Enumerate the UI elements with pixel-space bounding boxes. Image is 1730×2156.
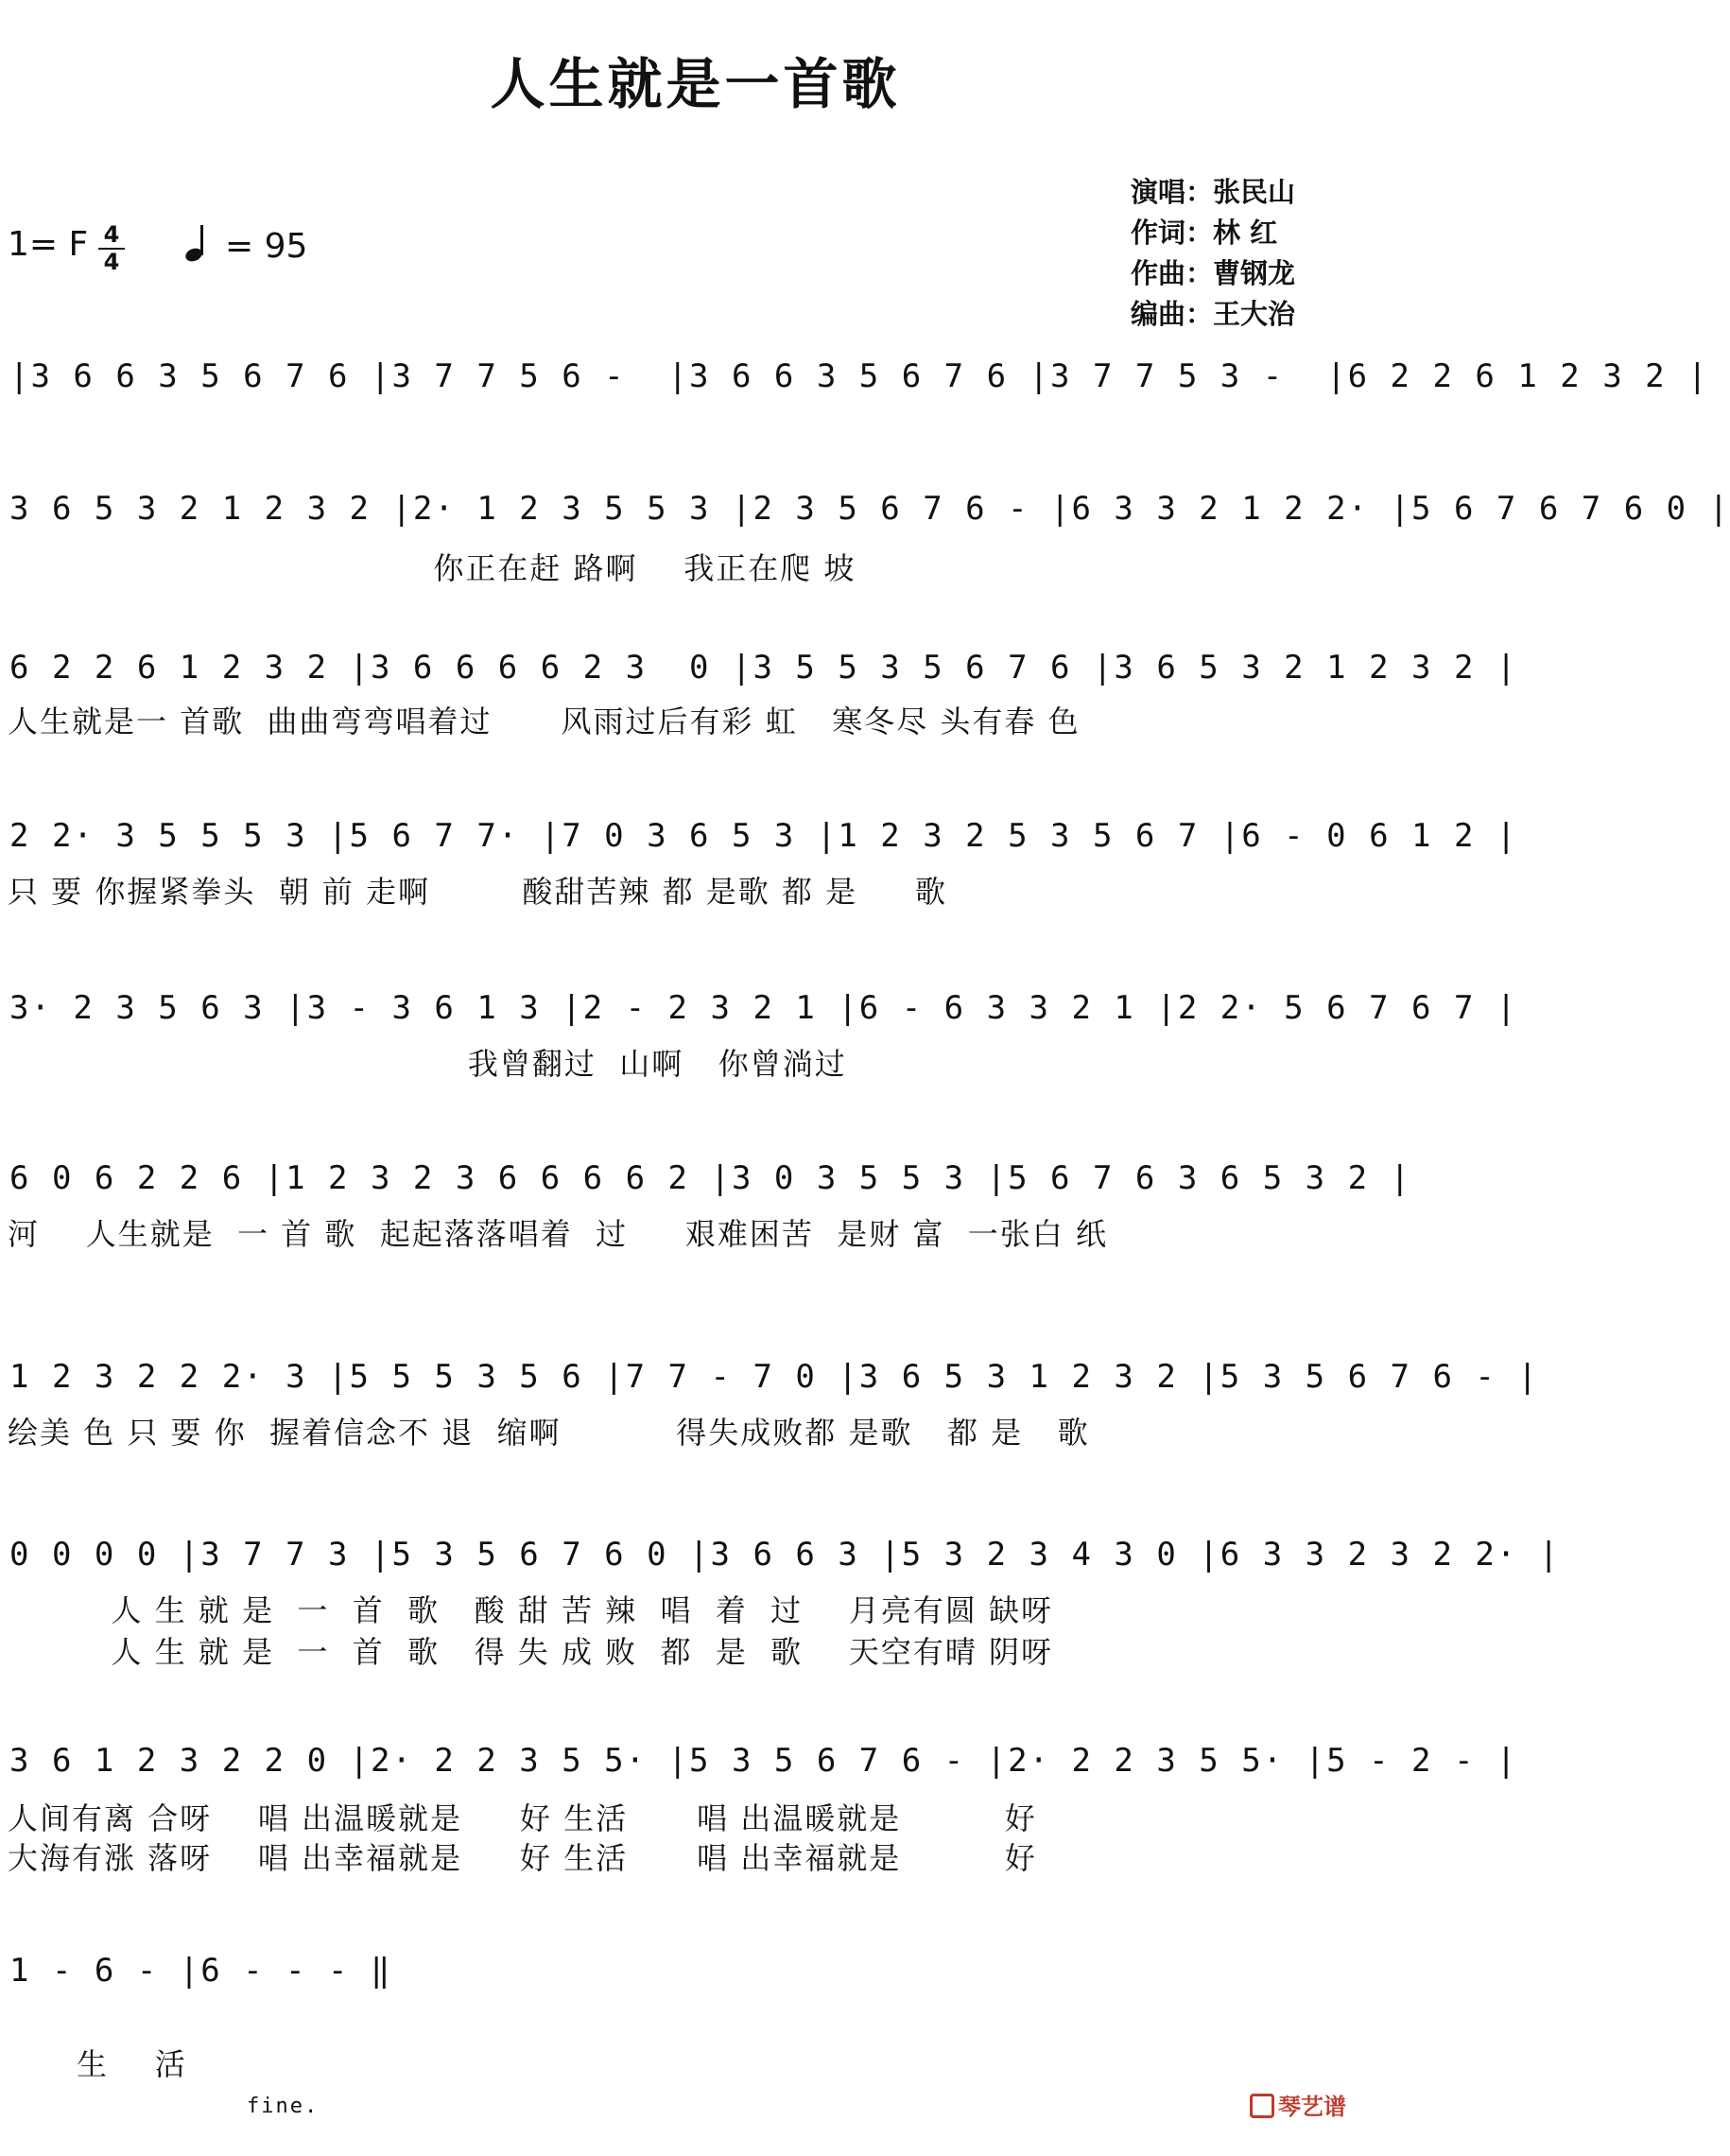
lyric-line: 人 生 就 是 一 首 歌 得 失 成 败 都 是 歌 天空有晴 阴呀 (8, 1634, 1054, 1670)
quarter-note-icon (185, 225, 206, 263)
key-signature: 1= F (8, 225, 89, 264)
notation-line: |3 6 6 3 5 6 7 6 |3 7 7 5 6 - |3 6 6 3 5 6 7 6 |3 7 7 5 3 - |6 2 2 6 1 2 3 2 | (9, 357, 1709, 395)
credit-arranger: 编曲：王大治 (1131, 298, 1296, 330)
notation-line: 1 2 3 2 2 2· 3 |5 5 5 3 5 6 |7 7 - 7 0 |3 6 5 3 1 2 3 2 |5 3 5 6 7 6 - | (9, 1358, 1539, 1396)
notation-line: 0 0 0 0 |3 7 7 3 |5 3 5 6 7 6 0 |3 6 6 3 |5 3 2 3 4 3 0 |6 3 3 2 3 2 2· | (9, 1536, 1561, 1574)
tempo-value: = 95 (225, 227, 308, 266)
lyric-line: 河 人生就是 一 首 歌 起起落落唱着 过 艰难困苦 是财 富 一张白 纸 (8, 1216, 1108, 1252)
watermark (1250, 2088, 1346, 2121)
lyric-line: 你正在赶 路啊 我正在爬 坡 (8, 550, 856, 586)
credit-singer: 演唱：张民山 (1131, 176, 1296, 208)
notation-line: 6 2 2 6 1 2 3 2 |3 6 6 6 6 2 3 0 |3 5 5 3 5 6 7 6 |3 6 5 3 2 1 2 3 2 | (9, 649, 1518, 687)
notation-line: 1 - 6 - |6 - - - ‖ (9, 1952, 392, 1990)
notation-line: 6 0 6 2 2 6 |1 2 3 2 3 6 6 6 6 2 |3 0 3 5 5 3 |5 6 7 6 3 6 5 3 2 | (9, 1159, 1412, 1197)
watermark-text: 琴艺谱 (1278, 2094, 1346, 2120)
song-title: 人生就是一首歌 (490, 52, 901, 116)
lyric-text: 生 活 (77, 2046, 187, 2082)
credit-lyricist: 作词：林 红 (1131, 217, 1278, 249)
lyric-line: 人 生 就 是 一 首 歌 酸 甜 苦 辣 唱 着 过 月亮有圆 缺呀 (8, 1592, 1054, 1628)
time-signature (98, 223, 125, 274)
lyric-line: 大海有涨 落呀 唱 出幸福就是 好 生活 唱 出幸福就是 好 (8, 1840, 1037, 1876)
notation-line: 2 2· 3 5 5 5 3 |5 6 7 7· |7 0 3 6 5 3 |1 2 3 2 5 3 5 6 7 |6 - 0 6 1 2 | (9, 817, 1518, 855)
notation-line: 3 6 1 2 3 2 2 0 |2· 2 2 3 5 5· |5 3 5 6 7 6 - |2· 2 2 3 5 5· |5 - 2 - | (9, 1742, 1518, 1780)
lyric-line: 只 要 你握紧拳头 朝 前 走啊 酸甜苦辣 都 是歌 都 是 歌 (8, 874, 947, 910)
notation-line: 3· 2 3 5 6 3 |3 - 3 6 1 3 |2 - 2 3 2 1 |6 - 6 3 3 2 1 |2 2· 5 6 7 6 7 | (9, 989, 1518, 1027)
lyric-line (8, 2005, 1383, 2156)
lyric-line: 我曾翻过 山啊 你曾淌过 (8, 1046, 847, 1082)
credits-block (1131, 172, 1295, 335)
lyric-line: 人间有离 合呀 唱 出温暖就是 好 生活 唱 出温暖就是 好 (8, 1800, 1037, 1836)
credit-composer: 作曲：曹钢龙 (1131, 257, 1296, 289)
logo-icon (1250, 2094, 1274, 2118)
lyric-line: 绘美 色 只 要 你 握着信念不 退 缩啊 得失成败都 是歌 都 是 歌 (8, 1415, 1090, 1451)
fine-mark: fine. (247, 2095, 320, 2118)
tempo-marking (185, 225, 307, 266)
notation-line: 3 6 5 3 2 1 2 3 2 |2· 1 2 3 5 5 3 |2 3 5 6 7 6 - |6 3 3 2 1 2 2· |5 6 7 6 7 6 0 | (9, 490, 1730, 528)
time-signature-bottom: 4 (103, 249, 120, 275)
lyric-line: 人生就是一 首歌 曲曲弯弯唱着过 风雨过后有彩 虹 寒冬尽 头有春 色 (8, 704, 1081, 739)
time-signature-top: 4 (103, 221, 120, 248)
